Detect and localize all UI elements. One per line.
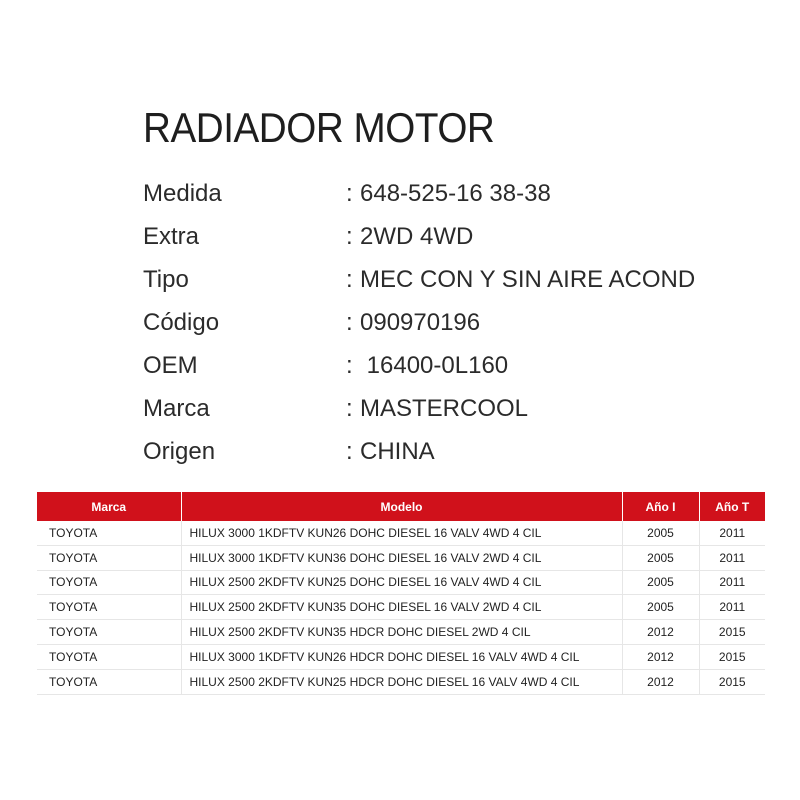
cell-ano-inicio: 2005 [622,595,699,620]
table-row [37,644,765,669]
cell-marca: TOYOTA [37,620,181,645]
cell-ano-termino: 2015 [699,644,765,669]
cell-ano-termino: 2011 [699,521,765,545]
cell-modelo: HILUX 2500 2KDFTV KUN25 HDCR DOHC DIESEL 16 VALV 4WD 4 CIL [181,669,622,694]
cell-modelo: HILUX 2500 2KDFTV KUN25 DOHC DIESEL 16 VALV 4WD 4 CIL [181,570,622,595]
spec-separator: : [346,222,353,250]
cell-ano-inicio: 2012 [622,620,699,645]
spec-value: 2WD 4WD [360,222,474,250]
cell-ano-inicio: 2005 [622,521,699,545]
cell-ano-inicio: 2012 [622,669,699,694]
table-row [37,620,765,645]
cell-ano-inicio: 2012 [622,644,699,669]
spec-value: CHINA [360,437,435,465]
cell-modelo: HILUX 3000 1KDFTV KUN26 HDCR DOHC DIESEL 16 VALV 4WD 4 CIL [181,644,622,669]
cell-marca: TOYOTA [37,545,181,570]
spec-row-medida [143,172,703,215]
cell-marca: TOYOTA [37,669,181,694]
spec-label: Medida [143,179,222,207]
spec-list [143,172,703,473]
spec-row-marca [143,387,703,430]
spec-row-origen [143,430,703,473]
spec-row-extra [143,215,703,258]
cell-ano-inicio: 2005 [622,570,699,595]
cell-ano-termino: 2015 [699,669,765,694]
table-row [37,595,765,620]
cell-ano-termino: 2011 [699,595,765,620]
spec-value: MASTERCOOL [360,394,529,422]
spec-separator: : [346,394,353,422]
column-header-marca: Marca [37,492,181,521]
compatibility-table [37,492,765,695]
cell-ano-termino: 2011 [699,545,765,570]
spec-value: 090970196 [360,308,481,336]
spec-value: 648-525-16 38-38 [360,179,551,207]
cell-ano-termino: 2011 [699,570,765,595]
spec-label: Origen [143,437,216,465]
cell-marca: TOYOTA [37,595,181,620]
cell-modelo: HILUX 3000 1KDFTV KUN26 DOHC DIESEL 16 VALV 4WD 4 CIL [181,521,622,545]
spec-row-codigo [143,301,703,344]
cell-modelo: HILUX 2500 2KDFTV KUN35 HDCR DOHC DIESEL 2WD 4 CIL [181,620,622,645]
spec-label: OEM [143,351,198,379]
spec-value: 16400-0L160 [360,351,509,379]
spec-separator: : [346,437,353,465]
spec-label: Código [143,308,220,336]
table-row [37,570,765,595]
table-row [37,545,765,570]
spec-separator: : [346,179,353,207]
cell-marca: TOYOTA [37,521,181,545]
spec-row-tipo [143,258,703,301]
table-header-row [37,492,765,521]
page-title: RADIADOR MOTOR [143,104,495,151]
spec-separator: : [346,265,353,293]
cell-ano-inicio: 2005 [622,545,699,570]
cell-marca: TOYOTA [37,644,181,669]
spec-label: Tipo [143,265,189,293]
cell-modelo: HILUX 2500 2KDFTV KUN35 DOHC DIESEL 16 VALV 2WD 4 CIL [181,595,622,620]
cell-marca: TOYOTA [37,570,181,595]
compatibility-table-wrapper [37,492,765,695]
cell-ano-termino: 2015 [699,620,765,645]
table-row [37,669,765,694]
spec-separator: : [346,351,353,379]
cell-modelo: HILUX 3000 1KDFTV KUN36 DOHC DIESEL 16 VALV 2WD 4 CIL [181,545,622,570]
spec-value: MEC CON Y SIN AIRE ACOND [360,265,696,293]
column-header-ano-termino: Año T [699,492,765,521]
spec-separator: : [346,308,353,336]
table-row [37,521,765,545]
spec-row-oem [143,344,703,387]
column-header-ano-inicio: Año I [622,492,699,521]
spec-label: Marca [143,394,210,422]
spec-label: Extra [143,222,200,250]
column-header-modelo: Modelo [181,492,622,521]
